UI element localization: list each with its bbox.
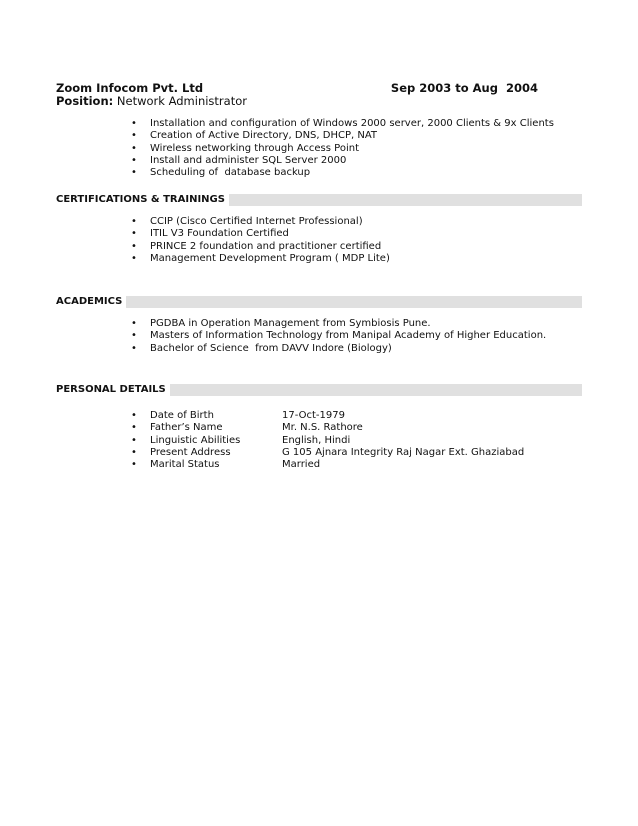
academics-list — [131, 318, 546, 355]
bullet-icon: • — [131, 118, 137, 129]
bullet-icon: • — [131, 410, 137, 421]
detail-value: English, Hindi — [282, 434, 351, 446]
detail-key: Date of Birth — [150, 410, 214, 421]
list-item-text: Masters of Information Technology from Manipal Academy of Higher Education. — [150, 330, 547, 342]
position-value: Network Administrator — [113, 94, 247, 108]
list-item-text: CCIP (Cisco Certified Internet Professional) — [150, 216, 363, 227]
position-label: Position: — [56, 94, 114, 108]
list-item — [131, 167, 554, 179]
list-item-text: Wireless networking through Access Point — [150, 142, 359, 154]
detail-row-linguistic-abilities — [131, 434, 351, 447]
list-item — [131, 216, 390, 228]
list-item-text: Bachelor of Science from DAVV Indore (Biology) — [150, 342, 392, 354]
list-item-text: Install and administer SQL Server 2000 — [150, 154, 347, 166]
list-item-text: Management Development Program ( MDP Lite) — [150, 252, 390, 264]
bullet-icon: • — [131, 446, 137, 458]
employment-dates: Sep 2003 to Aug 2004 — [390, 81, 538, 95]
experience-bullets — [131, 118, 554, 179]
list-item-text: PRINCE 2 foundation and practitioner certified — [150, 240, 382, 252]
list-item — [131, 228, 390, 240]
bullet-icon: • — [131, 342, 137, 354]
list-item-text: Creation of Active Directory, DNS, DHCP, NAT — [150, 130, 377, 142]
list-item — [131, 118, 554, 130]
detail-row-present-address — [131, 446, 525, 459]
bullet-icon: • — [131, 216, 137, 227]
detail-value: 17-Oct-1979 — [282, 410, 345, 421]
bullet-icon: • — [131, 434, 137, 446]
position-line — [56, 94, 247, 108]
detail-row-marital-status — [131, 459, 321, 471]
bullet-icon: • — [131, 240, 137, 252]
section-title: PERSONAL DETAILS — [56, 383, 170, 396]
bullet-icon: • — [131, 252, 137, 264]
personal-details-table — [131, 410, 525, 471]
list-item — [131, 253, 390, 265]
list-item — [131, 241, 390, 253]
list-item-text: PGDBA in Operation Management from Symbiosis Pune. — [150, 318, 431, 329]
detail-value: G 105 Ajnara Integrity Raj Nagar Ext. Ghaziabad — [282, 446, 525, 458]
section-header-personal-details — [56, 384, 582, 396]
list-item — [131, 155, 554, 167]
detail-value: Mr. N.S. Rathore — [282, 422, 363, 434]
bullet-icon: • — [131, 154, 137, 166]
bullet-icon: • — [131, 459, 137, 471]
list-item-text: ITIL V3 Foundation Certified — [150, 228, 289, 240]
section-title: CERTIFICATIONS & TRAININGS — [56, 193, 229, 206]
detail-key: Father’s Name — [150, 422, 223, 434]
certifications-list — [131, 216, 390, 265]
section-header-academics — [56, 296, 582, 308]
list-item — [131, 143, 554, 155]
detail-key: Present Address — [150, 446, 231, 458]
detail-row-date-of-birth — [131, 410, 345, 422]
bullet-icon: • — [131, 318, 137, 329]
company-name: Zoom Infocom Pvt. Ltd — [56, 81, 204, 95]
list-item — [131, 343, 546, 355]
detail-row-fathers-name — [131, 422, 363, 434]
list-item — [131, 330, 546, 342]
list-item — [131, 318, 546, 330]
bullet-icon: • — [131, 130, 137, 142]
list-item — [131, 130, 554, 142]
bullet-icon: • — [131, 422, 137, 434]
bullet-icon: • — [131, 228, 137, 240]
list-item-text: Scheduling of database backup — [150, 167, 311, 179]
list-item-text: Installation and configuration of Windows 2000 server, 2000 Clients & 9x Clients — [150, 118, 554, 129]
section-header-certifications — [56, 194, 582, 206]
detail-key: Marital Status — [150, 459, 220, 471]
detail-value: Married — [282, 459, 321, 471]
bullet-icon: • — [131, 142, 137, 154]
bullet-icon: • — [131, 330, 137, 342]
section-title: ACADEMICS — [56, 295, 126, 308]
bullet-icon: • — [131, 167, 137, 179]
detail-key: Linguistic Abilities — [150, 434, 241, 446]
